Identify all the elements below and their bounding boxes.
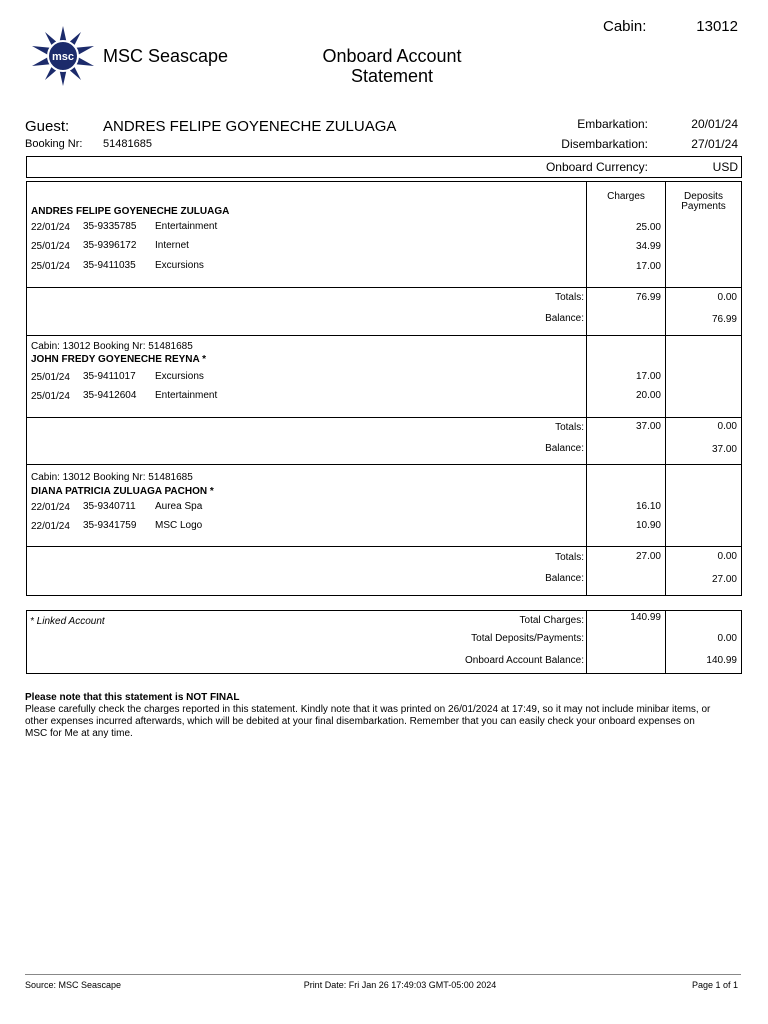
total-charges-label: Total Charges: (519, 615, 584, 626)
logo-text: msc (51, 51, 75, 63)
column-divider-deposits (665, 181, 666, 596)
total-charges-value: 140.99 (630, 612, 661, 623)
row-ref: 35-9396172 (83, 240, 137, 251)
balance-label: Balance: (545, 313, 584, 324)
row-date: 22/01/24 (31, 502, 70, 513)
row-desc: Entertainment (155, 390, 218, 401)
row-desc: MSC Logo (155, 520, 203, 531)
divider (26, 335, 742, 336)
row-ref: 35-9341759 (83, 520, 137, 531)
footer-divider (25, 974, 741, 975)
account-meta: Cabin: 13012 Booking Nr: 51481685 (31, 472, 193, 483)
cabin-value: 13012 (696, 18, 738, 35)
totals-label: Totals: (555, 422, 584, 433)
footer-page: Page 1 of 1 (691, 980, 738, 990)
notice-text: MSC for Me at any time. (25, 728, 133, 739)
divider (26, 464, 742, 465)
notice-title: Please note that this statement is NOT FINAL (25, 692, 240, 703)
divider (26, 287, 742, 288)
row-charge: 16.10 (635, 501, 661, 512)
column-divider-deposits (665, 610, 666, 674)
account-name: DIANA PATRICIA ZULUAGA PACHON * (31, 486, 214, 497)
balance-value: 37.00 (711, 444, 737, 455)
account-balance-label: Onboard Account Balance: (465, 655, 584, 666)
row-desc: Internet (155, 240, 189, 251)
cabin-label: Cabin: (603, 18, 647, 35)
row-ref: 35-9340711 (83, 501, 136, 512)
header-charges: Charges (607, 191, 645, 202)
account-balance-value: 140.99 (706, 655, 737, 666)
totals-charges: 76.99 (635, 292, 661, 303)
row-desc: Aurea Spa (155, 501, 203, 512)
currency-value: USD (712, 160, 738, 174)
embarkation-value: 20/01/24 (691, 117, 738, 131)
row-ref: 35-9411035 (83, 260, 136, 271)
total-deposits-label: Total Deposits/Payments: (471, 633, 584, 644)
linked-account-note: * Linked Account (30, 616, 105, 627)
booking-value: 51481685 (103, 138, 152, 150)
guest-name: ANDRES FELIPE GOYENECHE ZULUAGA (103, 118, 397, 135)
account-meta: Cabin: 13012 Booking Nr: 51481685 (31, 341, 193, 352)
row-charge: 25.00 (635, 222, 661, 233)
row-charge: 10.90 (635, 520, 661, 531)
totals-deposits: 0.00 (717, 292, 737, 303)
ship-name: MSC Seascape (103, 46, 229, 66)
row-date: 25/01/24 (31, 241, 70, 252)
footer-source: Source: MSC Seascape (25, 980, 122, 990)
row-ref: 35-9335785 (83, 221, 137, 232)
totals-label: Totals: (555, 552, 584, 563)
notice-text: Please carefully check the charges reported in this statement. Kindly note that it was printed on 26/01/2024 at 17:49, so it may not include minibar items, or (25, 704, 711, 715)
account-name: JOHN FREDY GOYENECHE REYNA * (31, 354, 207, 365)
disembarkation-value: 27/01/24 (691, 137, 738, 151)
row-desc: Excursions (155, 371, 204, 382)
totals-label: Totals: (555, 292, 584, 303)
row-charge: 34.99 (635, 241, 661, 252)
booking-label: Booking Nr: (25, 138, 83, 150)
column-divider-charges (586, 181, 587, 596)
disembarkation-label: Disembarkation: (561, 137, 648, 151)
divider (26, 546, 742, 547)
guest-label: Guest: (25, 118, 70, 135)
currency-label: Onboard Currency: (545, 160, 648, 174)
row-date: 22/01/24 (31, 222, 70, 233)
row-charge: 17.00 (635, 261, 661, 272)
footer-print-date: Print Date: Fri Jan 26 17:49:03 GMT-05:00 2024 (303, 980, 497, 990)
balance-label: Balance: (545, 573, 584, 584)
statement-title-line1: Onboard Account (322, 46, 462, 66)
row-desc: Excursions (155, 260, 204, 271)
account-name: ANDRES FELIPE GOYENECHE ZULUAGA (31, 206, 230, 217)
row-charge: 20.00 (635, 390, 661, 401)
row-date: 25/01/24 (31, 261, 70, 272)
row-ref: 35-9411017 (83, 371, 136, 382)
totals-charges: 37.00 (635, 421, 661, 432)
totals-deposits: 0.00 (717, 551, 737, 562)
row-date: 25/01/24 (31, 391, 70, 402)
column-divider-charges (586, 610, 587, 674)
header-deposits: Deposits (684, 191, 723, 202)
row-ref: 35-9412604 (83, 390, 137, 401)
row-date: 25/01/24 (31, 372, 70, 383)
notice-text: other expenses incurred afterwards, which will be debited at your final disembarkation. Remember that you can easily check your onboard expenses on (25, 716, 695, 727)
totals-deposits: 0.00 (717, 421, 737, 432)
statement-title-line2: Statement (350, 66, 434, 86)
totals-charges: 27.00 (635, 551, 661, 562)
row-charge: 17.00 (635, 371, 661, 382)
balance-label: Balance: (545, 443, 584, 454)
embarkation-label: Embarkation: (577, 117, 648, 131)
row-date: 22/01/24 (31, 521, 70, 532)
divider (26, 417, 742, 418)
total-deposits-value: 0.00 (717, 633, 737, 644)
balance-value: 76.99 (711, 314, 737, 325)
msc-logo (28, 24, 98, 88)
header-payments: Payments (681, 201, 726, 212)
row-desc: Entertainment (155, 221, 218, 232)
balance-value: 27.00 (711, 574, 737, 585)
